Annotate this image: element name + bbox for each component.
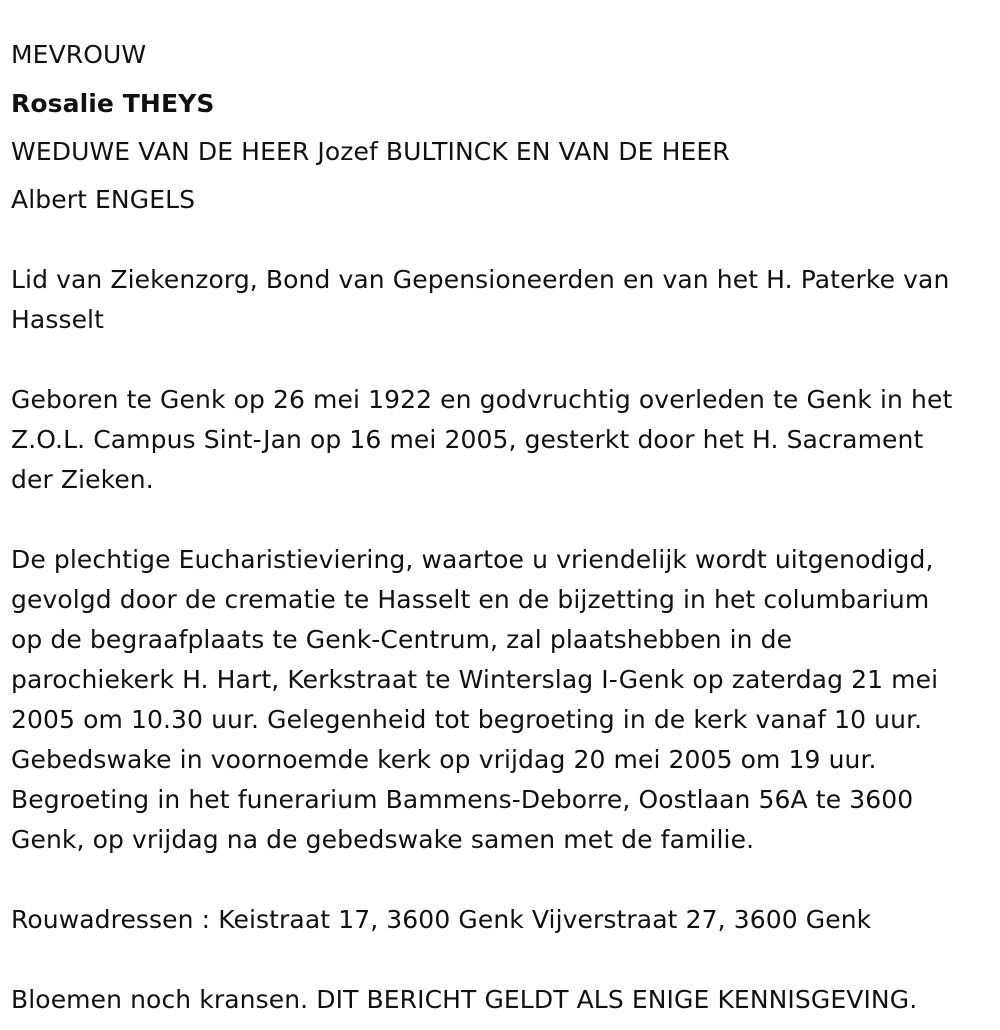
membership-line: Hasselt	[11, 305, 104, 334]
ceremony-line: parochiekerk H. Hart, Kerkstraat te Winterslag I-Genk op zaterdag 21 mei	[11, 665, 939, 694]
birth-death-line: Geboren te Genk op 26 mei 1922 en godvruchtig overleden te Genk in het	[11, 385, 953, 414]
ceremony-line: Genk, op vrijdag na de gebedswake samen met de familie.	[11, 825, 755, 854]
ceremony-line: op de begraafplaats te Genk-Centrum, zal plaatshebben in de	[11, 625, 793, 654]
second-husband-line: Albert ENGELS	[11, 185, 196, 214]
addresses-line: Rouwadressen : Keistraat 17, 3600 Genk Vijverstraat 27, 3600 Genk	[11, 905, 872, 934]
deceased-name: Rosalie THEYS	[11, 89, 215, 118]
ceremony-paragraph	[11, 540, 991, 860]
ceremony-line: 2005 om 10.30 uur. Gelegenheid tot begroeting in de kerk vanaf 10 uur.	[11, 705, 923, 734]
membership-line: Lid van Ziekenzorg, Bond van Gepensioneerden en van het H. Paterke van	[11, 265, 950, 294]
flowers-line: Bloemen noch kransen. DIT BERICHT GELDT ALS ENIGE KENNISGEVING.	[11, 985, 918, 1014]
widow-line: WEDUWE VAN DE HEER Jozef BULTINCK EN VAN DE HEER	[11, 137, 730, 166]
membership-paragraph	[11, 260, 991, 340]
birth-death-line: Z.O.L. Campus Sint-Jan op 16 mei 2005, gesterkt door het H. Sacrament	[11, 425, 924, 454]
birth-death-line: der Zieken.	[11, 465, 154, 494]
title-line: MEVROUW	[11, 40, 147, 69]
birth-death-paragraph	[11, 380, 991, 500]
ceremony-line: Gebedswake in voornoemde kerk op vrijdag 20 mei 2005 om 19 uur.	[11, 745, 877, 774]
ceremony-line: gevolgd door de crematie te Hasselt en de bijzetting in het columbarium	[11, 585, 930, 614]
ceremony-line: Begroeting in het funerarium Bammens-Deborre, Oostlaan 56A te 3600	[11, 785, 914, 814]
ceremony-line: De plechtige Eucharistieviering, waartoe u vriendelijk wordt uitgenodigd,	[11, 545, 934, 574]
